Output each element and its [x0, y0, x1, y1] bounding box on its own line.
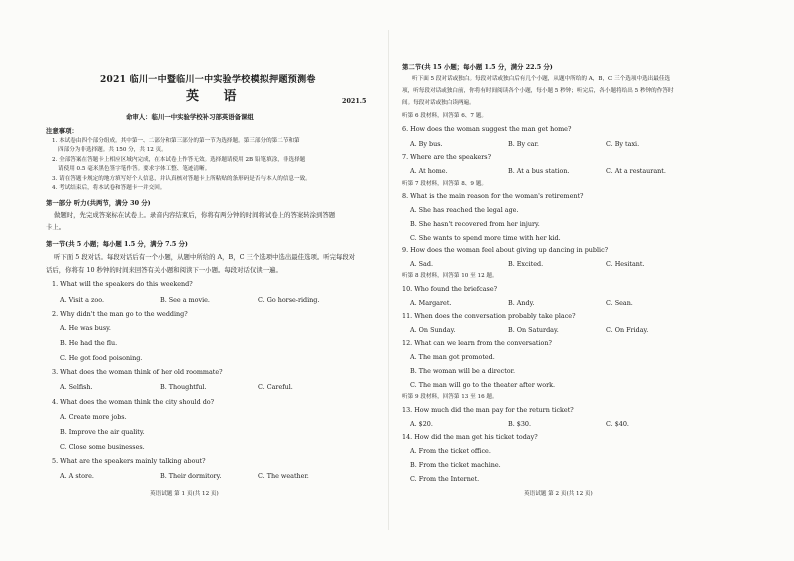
question: 8. What is the main reason for the woman's retirement? — [402, 192, 584, 200]
option-b: B. Improve the air quality. — [60, 428, 145, 436]
option-b: B. See a movie. — [160, 296, 210, 304]
part1-heading: 第一部分 听力(共两节，满分 30 分) — [46, 199, 151, 207]
option-b: B. She hasn't recovered from her injury. — [410, 220, 540, 228]
question: 5. What are the speakers mainly talking about? — [52, 457, 206, 465]
note-line: 请使用 0.5 毫米黑色签字笔作答。要求字体工整、笔迹清晰。 — [58, 166, 211, 172]
option-c: C. The weather. — [258, 472, 309, 480]
section2-intro-line: 听下面 5 段对话或独白。每段对话或独白后有几个小题，从题中所给的 A，B，C 三个选项中选出最佳选 — [412, 76, 671, 82]
subject-title: 英 语 — [186, 89, 247, 104]
right-page — [402, 0, 758, 561]
material-note: 听第 7 段材料，回答第 8、9 题。 — [402, 181, 487, 187]
option-a: A. $20. — [410, 420, 433, 428]
option-a: A. Margaret. — [410, 299, 452, 307]
option-c: C. The man will go to the theater after work. — [410, 381, 556, 389]
question: 1. What will the speakers do this weekend? — [52, 280, 193, 288]
option-a: A. She has reached the legal age. — [410, 206, 519, 214]
section1-intro-line: 话后，你将有 10 秒钟的时间来回答有关小题和阅读下一小题。每段对话仅读一遍。 — [46, 266, 282, 274]
option-b: B. He had the flu. — [60, 339, 118, 347]
option-b: B. Excited. — [508, 260, 544, 268]
option-a: A. Visit a zoo. — [60, 296, 104, 304]
option-b: B. Andy. — [508, 299, 535, 307]
question: 2. Why didn't the man go to the wedding? — [52, 310, 188, 318]
question: 13. How much did the man pay for the return ticket? — [402, 406, 574, 414]
option-b: B. The woman will be a director. — [410, 367, 516, 375]
question: 3. What does the woman think of her old roommate? — [52, 368, 223, 376]
material-note: 听第 9 段材料，回答第 13 至 16 题。 — [402, 394, 498, 400]
option-a: A. He was busy. — [60, 324, 111, 332]
left-page — [46, 0, 380, 561]
page-divider — [388, 30, 389, 530]
question: 7. Where are the speakers? — [402, 153, 492, 161]
option-a: A. Selfish. — [60, 383, 93, 391]
option-c: C. By taxi. — [606, 140, 640, 148]
exam-date: 2021.5 — [342, 97, 367, 105]
section2-intro-line: 项，听每段对话或独白前，你将有时间阅读各个小题，每小题 5 秒钟；听完后，各小题将给出 5 秒钟的作答时 — [402, 88, 674, 94]
option-b: B. From the ticket machine. — [410, 461, 501, 469]
option-c: C. From the Internet. — [410, 475, 480, 483]
note-line: 3. 请在答题卡规定的地方填写好个人信息，并认真核对答题卡上所粘贴的条形码是否与本人的信息一致。 — [52, 176, 311, 182]
material-note: 听第 6 段材料，回答第 6、7 题。 — [402, 113, 487, 119]
option-b: B. Thoughtful. — [160, 383, 207, 391]
option-a: A. On Sunday. — [410, 326, 456, 334]
part1-intro-line: 做题时，先完成答案标在试卷上。录音内容结束后，你将有两分钟的时间将试卷上的答案转涂到答题 — [54, 211, 336, 219]
note-line: 2. 全部答案在答题卡上相应区域内完成，在本试卷上作答无效。选择题请使用 2B 铅笔填涂，非选择题 — [52, 157, 306, 163]
question: 14. How did the man get his ticket today? — [402, 433, 538, 441]
option-c: C. She wants to spend more time with her kid. — [410, 234, 561, 242]
option-c: C. On Friday. — [606, 326, 649, 334]
option-b: B. On Saturday. — [508, 326, 559, 334]
section2-intro-line: 间。每段对话或独白读两遍。 — [402, 100, 475, 106]
question: 11. When does the conversation probably take place? — [402, 312, 576, 320]
option-b: B. By car. — [508, 140, 539, 148]
option-c: C. Close some businesses. — [60, 443, 145, 451]
note-line: 1. 本试卷由四个部分组成。其中第一、二部分和第三部分的第一节为选择题。第三部分的第二节和第 — [52, 138, 300, 144]
option-b: B. Their dormitory. — [160, 472, 222, 480]
note-line: 四部分为非选择题。共 150 分，共 12 页。 — [58, 147, 167, 153]
material-note: 听第 8 段材料，回答第 10 至 12 题。 — [402, 273, 498, 279]
section1-heading: 第一节(共 5 小题；每小题 1.5 分，满分 7.5 分) — [46, 240, 188, 248]
notes-heading: 注意事项： — [46, 127, 78, 135]
option-a: A. From the ticket office. — [410, 447, 491, 455]
page-footer: 英语试题 第 1 页(共 12 页) — [150, 491, 219, 497]
option-a: A. By bus. — [410, 140, 443, 148]
question: 4. What does the woman think the city should do? — [52, 398, 215, 406]
option-c: C. He got food poisoning. — [60, 354, 143, 362]
part1-intro-line: 卡上。 — [46, 223, 66, 231]
option-c: C. $40. — [606, 420, 629, 428]
section2-heading: 第二节(共 15 小题；每小题 1.5 分，满分 22.5 分) — [402, 63, 553, 71]
option-c: C. Careful. — [258, 383, 293, 391]
option-a: A. Create more jobs. — [60, 413, 127, 421]
option-c: C. Go horse-riding. — [258, 296, 320, 304]
option-a: A. A store. — [60, 472, 94, 480]
option-b: B. $30. — [508, 420, 531, 428]
option-c: C. Sean. — [606, 299, 633, 307]
question: 10. Who found the briefcase? — [402, 285, 498, 293]
section1-intro-line: 听下面 5 段对话。每段对话后有一个小题，从题中所给的 A，B，C 三个选项中选出最佳选项。听完每段对 — [54, 253, 356, 261]
exam-title: 2021 临川一中暨临川一中实验学校模拟押题预测卷 — [100, 75, 316, 85]
note-line: 4. 考试结束后，将本试卷和答题卡一并交回。 — [52, 185, 166, 191]
question: 9. How does the woman feel about giving up dancing in public? — [402, 246, 609, 254]
question: 6. How does the woman suggest the man get home? — [402, 125, 572, 133]
option-a: A. The man got promoted. — [410, 353, 495, 361]
option-a: A. At home. — [410, 167, 448, 175]
page-footer: 英语试题 第 2 页(共 12 页) — [524, 491, 593, 497]
option-a: A. Sad. — [410, 260, 433, 268]
question: 12. What can we learn from the conversation? — [402, 339, 552, 347]
option-c: C. Hesitant. — [606, 260, 645, 268]
option-c: C. At a restaurant. — [606, 167, 666, 175]
author-line: 命审人：临川一中实验学校补习部英语备课组 — [126, 113, 254, 121]
option-b: B. At a bus station. — [508, 167, 570, 175]
